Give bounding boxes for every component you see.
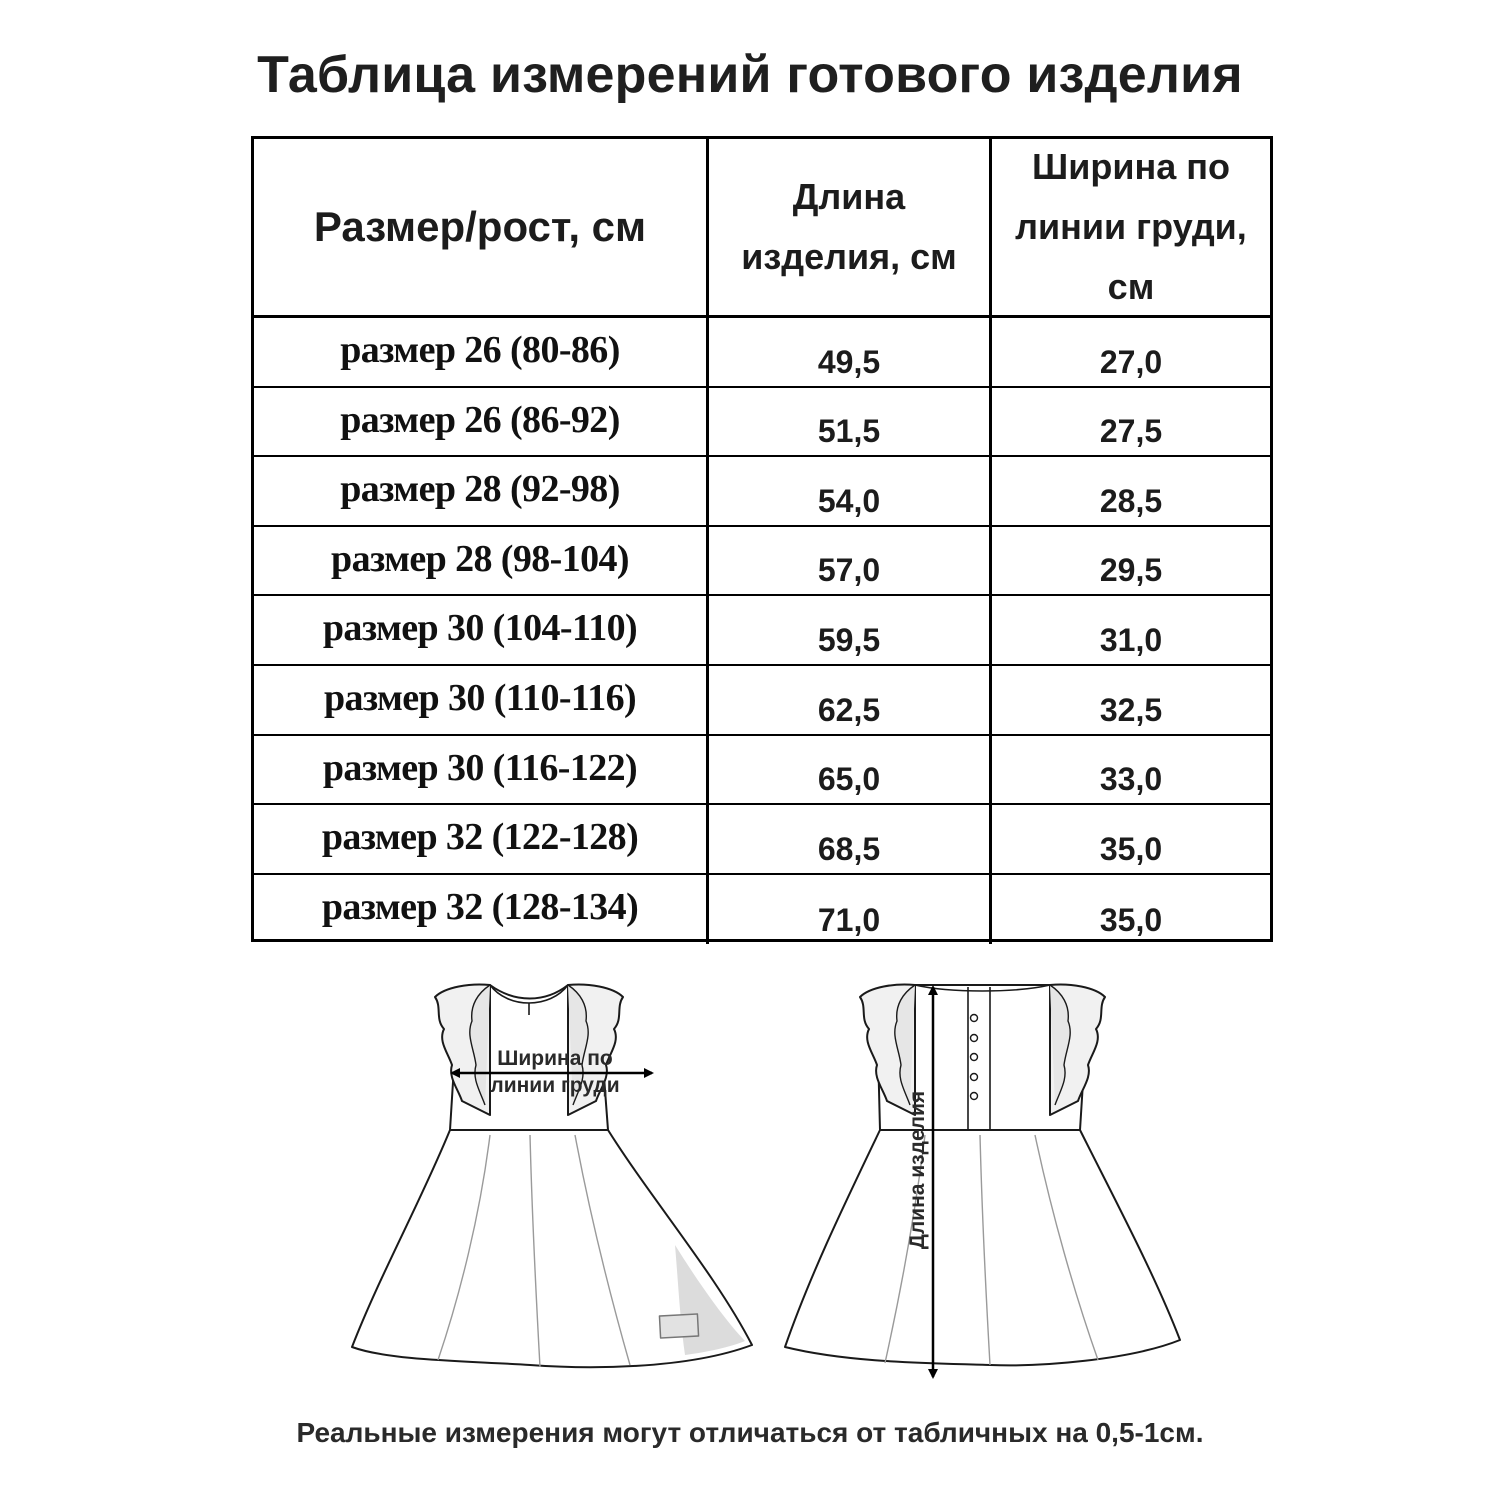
table-row: [254, 527, 1270, 597]
button: [971, 1093, 978, 1100]
chest-cell: 35,0: [1099, 902, 1163, 939]
dress-drawings: [340, 975, 1190, 1395]
chest-cell: 28,5: [1099, 482, 1163, 519]
header-chest: [992, 139, 1270, 315]
table-row: [254, 805, 1270, 875]
length-cell: 57,0: [709, 527, 992, 595]
header-length-line: Длина: [792, 176, 906, 217]
size-cell: размер 32 (122-128): [254, 805, 709, 873]
size-cell: размер 32 (128-134): [254, 875, 709, 945]
length-cell: 49,5: [709, 318, 992, 386]
footnote: Реальные измерения могут отличаться от табличных на 0,5-1см.: [296, 1417, 1204, 1448]
hang-tag: [659, 1314, 698, 1338]
button: [971, 1054, 978, 1061]
button: [971, 1035, 978, 1042]
chest-cell: 35,0: [1099, 830, 1163, 867]
back-skirt: [785, 1130, 1180, 1365]
front-dress: [352, 985, 752, 1368]
table-row: [254, 736, 1270, 806]
length-cell: 71,0: [709, 875, 992, 945]
chest-width-label-line: Ширина по: [497, 1047, 613, 1070]
chest-cell: 31,0: [1099, 621, 1163, 658]
chest-width-label: [470, 1045, 640, 1099]
header-length: [709, 139, 992, 315]
chest-cell: 27,0: [1099, 343, 1163, 380]
length-cell: 59,5: [709, 596, 992, 664]
table-header-row: [254, 139, 1270, 318]
size-cell: размер 30 (104-110): [254, 596, 709, 664]
size-cell: размер 28 (98-104): [254, 527, 709, 595]
header-chest-line: см: [1107, 266, 1155, 307]
table-row: [254, 875, 1270, 945]
table-row: [254, 388, 1270, 458]
chest-cell: 32,5: [1099, 691, 1163, 728]
table-row: [254, 666, 1270, 736]
length-cell: 65,0: [709, 736, 992, 804]
size-table: [251, 136, 1273, 942]
length-cell: 54,0: [709, 457, 992, 525]
length-cell: 68,5: [709, 805, 992, 873]
page-title: Таблица измерений готового изделия: [257, 46, 1243, 104]
header-length-line: изделия, см: [741, 236, 957, 277]
size-cell: размер 30 (116-122): [254, 736, 709, 804]
header-size-label: Размер/рост, см: [313, 203, 647, 250]
length-cell: 62,5: [709, 666, 992, 734]
length-label: Длина изделия: [906, 1090, 929, 1250]
header-size: [254, 139, 709, 315]
size-cell: размер 30 (110-116): [254, 666, 709, 734]
back-dress: [785, 985, 1180, 1366]
header-chest-line: Ширина по: [1032, 146, 1230, 187]
button: [971, 1074, 978, 1081]
button: [971, 1015, 978, 1022]
table-row: [254, 457, 1270, 527]
table-row: [254, 596, 1270, 666]
chest-width-label-line: линии груди: [490, 1074, 620, 1097]
size-cell: размер 26 (80-86): [254, 318, 709, 386]
table-row: [254, 318, 1270, 388]
chest-cell: 33,0: [1099, 761, 1163, 798]
size-cell: размер 26 (86-92): [254, 388, 709, 456]
chest-cell: 29,5: [1099, 552, 1163, 589]
size-cell: размер 28 (92-98): [254, 457, 709, 525]
header-chest-line: линии груди,: [1015, 206, 1247, 247]
dress-diagram: [340, 975, 1190, 1395]
length-cell: 51,5: [709, 388, 992, 456]
chest-cell: 27,5: [1099, 413, 1163, 450]
